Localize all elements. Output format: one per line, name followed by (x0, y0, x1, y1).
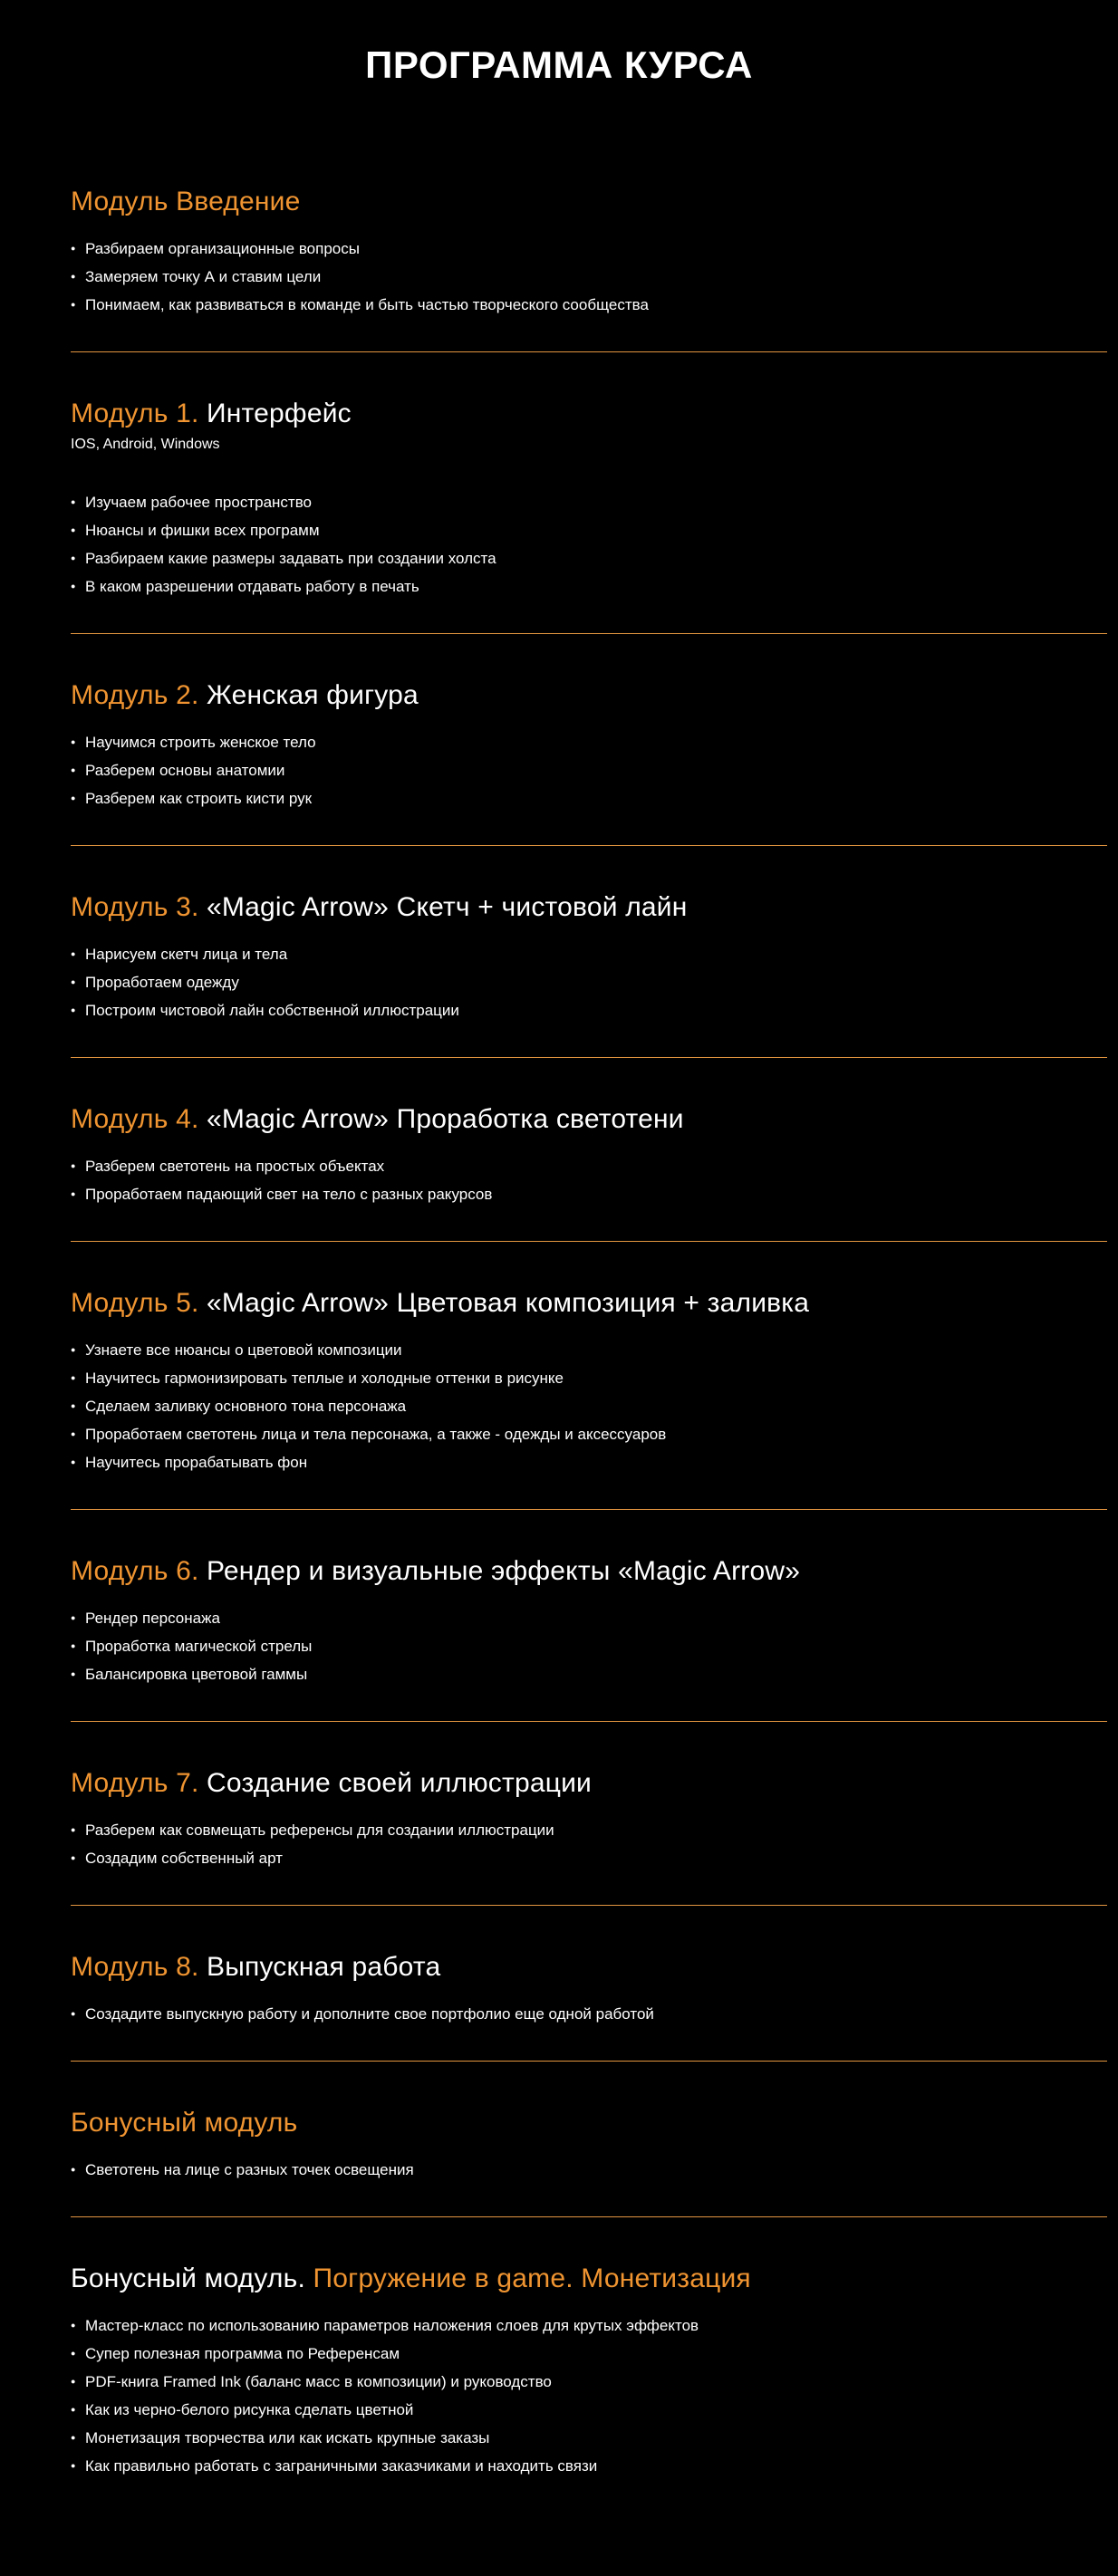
module-bullet-list (71, 1604, 1107, 1688)
bullet-item: ● Как правильно работать с заграничными заказчиками и находить связи (71, 2452, 1107, 2480)
bullet-item: ● Научитесь прорабатывать фон (71, 1448, 1107, 1476)
section-divider (71, 2216, 1107, 2217)
course-program-page (0, 43, 1118, 2576)
bullet-item: ● Проработаем светотень лица и тела персонажа, а также - одежды и аксессуаров (71, 1420, 1107, 1448)
module-bullet-list (71, 1152, 1107, 1208)
module-bullet-list (71, 2000, 1107, 2028)
bullet-item: ● Узнаете все нюансы о цветовой композиции (71, 1336, 1107, 1364)
section-divider (71, 1241, 1107, 1242)
module-heading-accent: Модуль 5. (71, 1288, 207, 1318)
bullet-item: ● Как из черно-белого рисунка сделать цветной (71, 2396, 1107, 2424)
module-section (71, 2107, 1107, 2217)
bullet-item: ● PDF-книга Framed Ink (баланс масс в композиции) и руководство (71, 2368, 1107, 2396)
module-bullet-list (71, 1816, 1107, 1872)
module-section (71, 2263, 1107, 2480)
page-title: ПРОГРАММА КУРСА (365, 43, 753, 86)
bullet-item: ● Создадим собственный арт (71, 1844, 1107, 1872)
bullet-item: ● Нарисуем скетч лица и тела (71, 940, 1107, 968)
module-section (71, 1555, 1107, 1722)
section-divider (71, 633, 1107, 634)
module-heading-accent: Бонусный модуль (71, 2108, 298, 2138)
module-heading-accent: Модуль 3. (71, 892, 207, 922)
bullet-item: ● Балансировка цветовой гаммы (71, 1660, 1107, 1688)
module-heading-text: Рендер и визуальные эффекты «Magic Arrow» (207, 1556, 801, 1586)
module-heading (71, 1951, 1107, 1984)
module-section (71, 186, 1107, 352)
bullet-item: ● Изучаем рабочее пространство (71, 488, 1107, 516)
module-heading (71, 1103, 1107, 1136)
bullet-item: ● Проработаем падающий свет на тело с разных ракурсов (71, 1180, 1107, 1208)
bullet-item: ● Мастер-класс по использованию параметров наложения слоев для крутых эффектов (71, 2312, 1107, 2340)
bullet-item: ● Супер полезная программа по Референсам (71, 2340, 1107, 2368)
module-section (71, 1287, 1107, 1510)
module-heading-accent: Модуль Введение (71, 187, 301, 216)
module-heading-text: «Magic Arrow» Проработка светотени (207, 1104, 684, 1134)
module-bullet-list (71, 2156, 1107, 2184)
bullet-item: ● Разберем как строить кисти рук (71, 784, 1107, 812)
module-heading-text: «Magic Arrow» Скетч + чистовой лайн (207, 892, 688, 922)
module-heading (71, 679, 1107, 712)
bullet-item: ● Светотень на лице с разных точек освещения (71, 2156, 1107, 2184)
module-heading (71, 1287, 1107, 1320)
bullet-item: ● Монетизация творчества или как искать крупные заказы (71, 2424, 1107, 2452)
module-heading (71, 2107, 1107, 2139)
module-heading-accent: Модуль 8. (71, 1952, 207, 1982)
bullet-item: ● Разберем основы анатомии (71, 756, 1107, 784)
bullet-item: ● В каком разрешении отдавать работу в печать (71, 572, 1107, 601)
bullet-item: ● Проработка магической стрелы (71, 1632, 1107, 1660)
module-heading-accent: Модуль 6. (71, 1556, 207, 1586)
module-heading (71, 1555, 1107, 1588)
module-bullet-list (71, 940, 1107, 1024)
module-section (71, 1951, 1107, 2062)
module-bullet-list (71, 728, 1107, 812)
bullet-item: ● Сделаем заливку основного тона персонажа (71, 1392, 1107, 1420)
bullet-item: ● Замеряем точку А и ставим цели (71, 263, 1107, 291)
module-section (71, 1767, 1107, 1906)
module-heading-text: Женская фигура (207, 680, 419, 710)
module-section (71, 891, 1107, 1058)
module-heading-accent: Погружение в game. Монетизация (313, 2264, 751, 2293)
module-bullet-list (71, 488, 1107, 601)
module-heading (71, 1767, 1107, 1800)
module-heading-accent: Модуль 7. (71, 1768, 207, 1798)
module-heading (71, 891, 1107, 924)
module-heading-text: Интерфейс (207, 399, 352, 428)
module-heading (71, 186, 1107, 218)
bullet-item: ● Разберем светотень на простых объектах (71, 1152, 1107, 1180)
module-heading-text: Выпускная работа (207, 1952, 441, 1982)
module-section (71, 679, 1107, 846)
module-bullet-list (71, 1336, 1107, 1476)
section-divider (71, 1509, 1107, 1510)
module-heading-accent: Модуль 4. (71, 1104, 207, 1134)
course-program-content (71, 186, 1107, 2480)
section-divider (71, 2061, 1107, 2062)
module-section (71, 398, 1107, 634)
bullet-item: ● Разберем как совмещать референсы для создании иллюстрации (71, 1816, 1107, 1844)
bullet-item: ● Создадите выпускную работу и дополните свое портфолио еще одной работой (71, 2000, 1107, 2028)
bullet-item: ● Проработаем одежду (71, 968, 1107, 996)
module-subtitle: IOS, Android, Windows (71, 437, 220, 452)
module-heading-accent: Модуль 2. (71, 680, 207, 710)
section-divider (71, 1721, 1107, 1722)
module-heading-text: «Magic Arrow» Цветовая композиция + заливка (207, 1288, 810, 1318)
section-divider (71, 1057, 1107, 1058)
module-heading-accent: Модуль 1. (71, 399, 207, 428)
bullet-item: ● Понимаем, как развиваться в команде и быть частью творческого сообщества (71, 291, 1107, 319)
module-section (71, 1103, 1107, 1242)
section-divider (71, 845, 1107, 846)
module-heading-text: Создание своей иллюстрации (207, 1768, 593, 1798)
bullet-item: ● Построим чистовой лайн собственной иллюстрации (71, 996, 1107, 1024)
module-heading-text: Бонусный модуль. (71, 2264, 313, 2293)
bullet-item: ● Научитесь гармонизировать теплые и холодные оттенки в рисунке (71, 1364, 1107, 1392)
module-bullet-list (71, 235, 1107, 319)
module-bullet-list (71, 2312, 1107, 2480)
bullet-item: ● Разбираем организационные вопросы (71, 235, 1107, 263)
bullet-item: ● Научимся строить женское тело (71, 728, 1107, 756)
module-heading (71, 2263, 1107, 2295)
section-divider (71, 351, 1107, 352)
bullet-item: ● Нюансы и фишки всех программ (71, 516, 1107, 544)
bullet-item: ● Разбираем какие размеры задавать при создании холста (71, 544, 1107, 572)
module-heading (71, 398, 1107, 430)
section-divider (71, 1905, 1107, 1906)
bullet-item: ● Рендер персонажа (71, 1604, 1107, 1632)
